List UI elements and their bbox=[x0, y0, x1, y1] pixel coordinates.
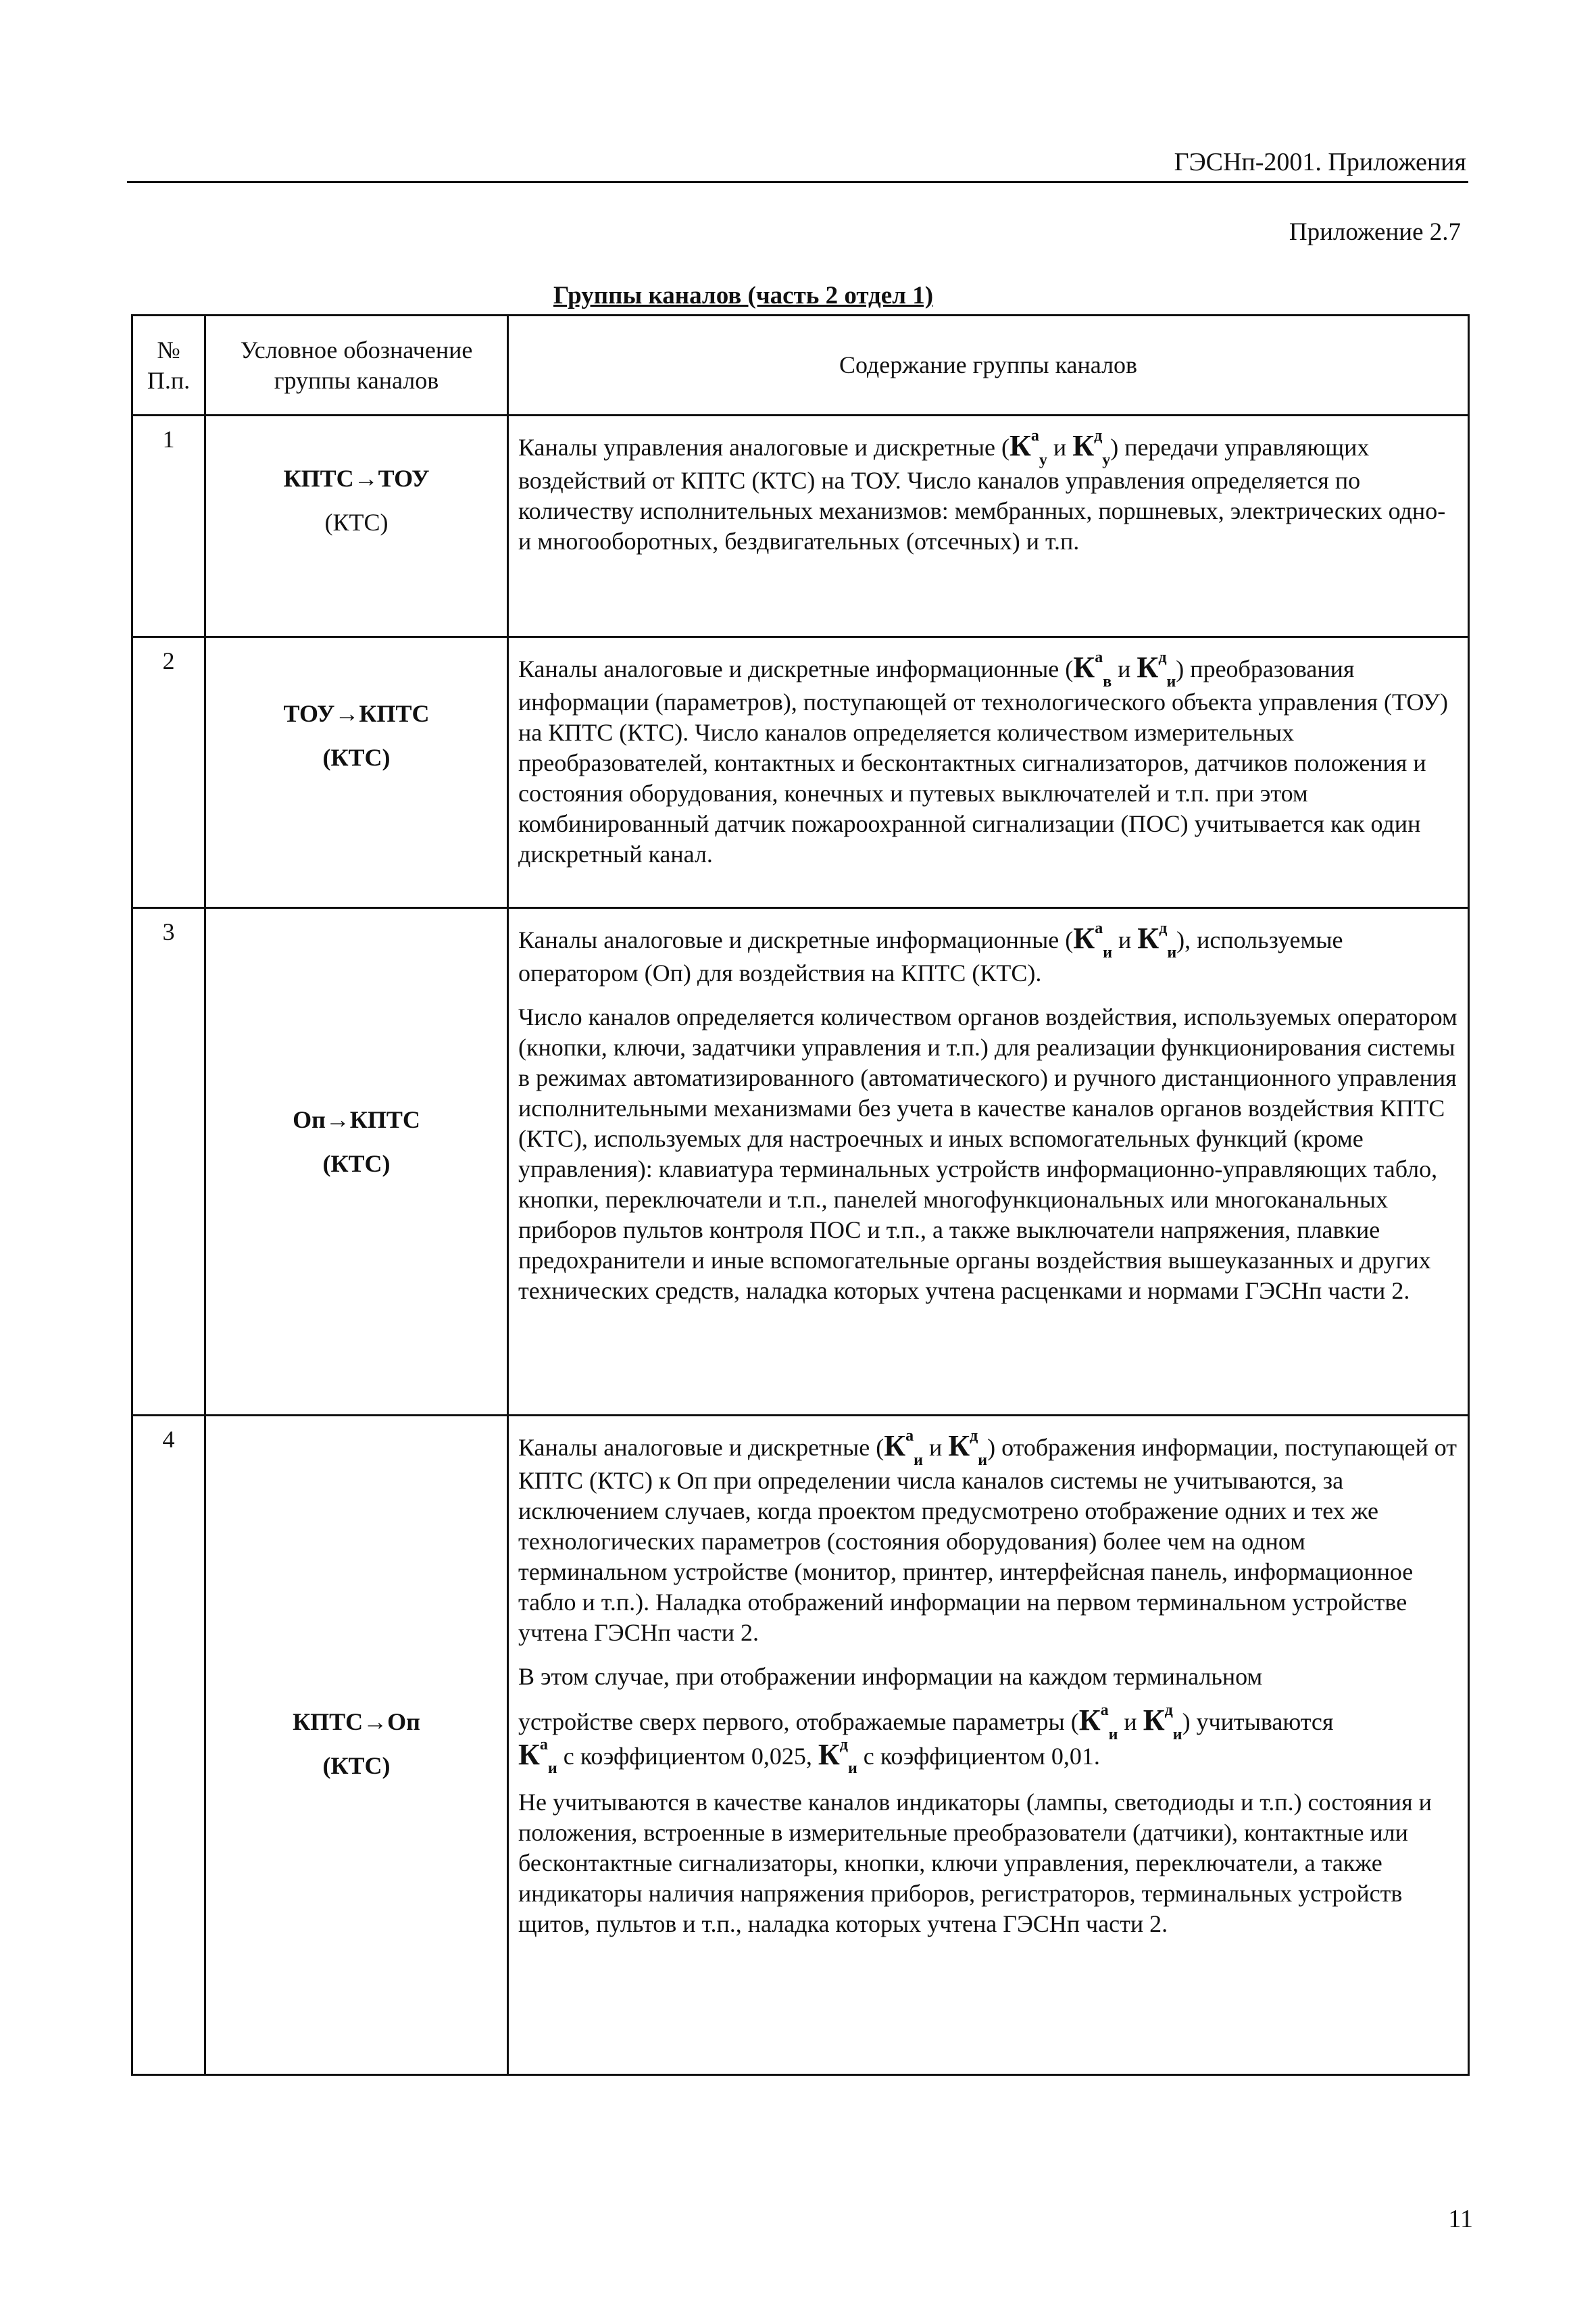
row-paragraph: В этом случае, при отображении информации на каждом терминальном bbox=[518, 1662, 1263, 1690]
text-segment: с коэффициентом 0,01. bbox=[863, 1742, 1100, 1770]
row-symbol: КПТС→Оп bbox=[293, 1708, 420, 1735]
row-symbol: КПТС→ТОУ bbox=[283, 465, 430, 492]
header-cell-content: Содержание группы каналов bbox=[508, 316, 1469, 416]
row-number: 4 bbox=[132, 1416, 205, 2075]
coefficient-symbol bbox=[948, 1427, 988, 1469]
row-number: 1 bbox=[132, 416, 205, 637]
coefficient-superscript: а bbox=[905, 1427, 914, 1445]
row-symbol-sub: (КТС) bbox=[322, 744, 391, 771]
row-paragraph: Не учитываются в качестве каналов индикаторы (лампы, светодиоды и т.п.) состояния и положения, встроенные в измерительные преобразователи (датчики), контактные или бесконтактные сигнализаторы, кнопки, ключи управления, переключатели, а также индикаторы наличия напряжения приборов, регистраторов, терминальных устройств щитов, пультов и т.п., наладка которых учтена ГЭСНп части 2. bbox=[518, 1789, 1432, 1938]
table-row bbox=[132, 908, 1469, 1416]
text-segment: ), используемые bbox=[1176, 926, 1343, 953]
row-symbol-cell bbox=[205, 908, 508, 1416]
row-paragraph bbox=[518, 1427, 1458, 1648]
header-symbol-line2: группы каналов bbox=[274, 366, 439, 394]
coefficient-letter: К bbox=[1009, 429, 1031, 462]
row-symbol-sub: (КТС) bbox=[322, 1150, 391, 1177]
coefficient-symbol bbox=[1073, 649, 1112, 691]
row-symbol-cell bbox=[205, 637, 508, 908]
row-symbol-sub: (КТС) bbox=[324, 509, 389, 536]
coefficient-superscript: а bbox=[1095, 649, 1103, 667]
row-paragraph bbox=[518, 920, 1458, 989]
coefficient-subscript: у bbox=[1102, 451, 1111, 469]
row-number: 2 bbox=[132, 637, 205, 908]
row-symbol-sub: (КТС) bbox=[322, 1752, 391, 1779]
row-symbol: ТОУ→КПТС bbox=[283, 700, 430, 727]
conjunction: и bbox=[928, 1434, 943, 1461]
coefficient-symbol bbox=[1073, 920, 1113, 962]
coefficient-superscript: а bbox=[1030, 427, 1039, 445]
text-segment: ) отображения информации, bbox=[987, 1434, 1279, 1461]
text-segment: устройстве сверх первого, отображаемые параметры ( bbox=[518, 1708, 1079, 1735]
coefficient-superscript: д bbox=[1094, 427, 1103, 445]
coefficient-letter: К bbox=[1078, 1703, 1101, 1737]
row-symbol: Оп→КПТС bbox=[293, 1106, 420, 1133]
coefficient-subscript: и bbox=[1166, 672, 1176, 691]
row-content bbox=[508, 416, 1469, 637]
table-row bbox=[132, 416, 1469, 637]
text-segment: Каналы аналоговые и дискретные информационные ( bbox=[518, 926, 1074, 953]
coefficient-letter: К bbox=[518, 1737, 540, 1771]
coefficient-subscript: и bbox=[1167, 943, 1177, 962]
coefficient-subscript: и bbox=[547, 1760, 557, 1778]
header-cell-number bbox=[132, 316, 205, 416]
header-rule bbox=[127, 181, 1468, 183]
conjunction: и bbox=[1118, 655, 1131, 682]
row-paragraph bbox=[518, 649, 1458, 870]
table-row bbox=[132, 637, 1469, 908]
text-segment: оператором (Оп) для воздействия на КПТС (КТС). bbox=[518, 959, 1042, 987]
coefficient-symbol bbox=[818, 1735, 857, 1778]
text-segment: Каналы аналоговые и дискретные ( bbox=[518, 1434, 884, 1461]
table-header-row bbox=[132, 316, 1469, 416]
coefficient-subscript: у bbox=[1039, 451, 1047, 469]
row-number: 3 bbox=[132, 908, 205, 1416]
coefficient-letter: К bbox=[1073, 922, 1095, 955]
header-number-line1: № bbox=[157, 336, 180, 364]
row-paragraph bbox=[518, 427, 1458, 557]
coefficient-subscript: и bbox=[1108, 1725, 1118, 1743]
coefficient-letter: К bbox=[948, 1429, 970, 1462]
conjunction: и bbox=[1053, 434, 1067, 461]
header-number-line2: П.п. bbox=[147, 366, 191, 394]
coefficient-subscript: и bbox=[1103, 943, 1113, 962]
coefficient-letter: К bbox=[1137, 922, 1159, 955]
text-segment: ) учитываются bbox=[1182, 1708, 1334, 1735]
conjunction: и bbox=[1118, 926, 1132, 953]
coefficient-superscript: д bbox=[839, 1735, 848, 1753]
coefficient-symbol bbox=[1143, 1701, 1182, 1743]
text-segment: с коэффициентом 0,025, bbox=[563, 1742, 812, 1770]
coefficient-symbol bbox=[1072, 427, 1111, 469]
coefficient-letter: К bbox=[1143, 1703, 1165, 1737]
table-row bbox=[132, 1416, 1469, 2075]
header-symbol-line1: Условное обозначение bbox=[240, 336, 473, 364]
row-symbol-cell bbox=[205, 416, 508, 637]
row-paragraph: Число каналов определяется количеством органов воздействия, используемых оператором (кнопки, ключи, задатчики управления и т.п.) для реализации функционирования системы в режимах автоматизированного (автоматического) и ручного дистанционного управления исполнительными механизмами без учета в качестве каналов органов воздействия КПТС (КТС), используемых для настроечных и иных вспомогательных функций (кроме управления): клавиатура терминальных устройств информационно-управляющих табло, кнопки, переключатели и т.п., панелей многофункциональных или многоканальных приборов пультов контроля ПОС и т.п., а также выключатели напряжения, плавкие предохранители и иные вспомогательные органы воздействия вышеуказанных и других технических средств, наладка которых учтена расценками и нормами ГЭСНп части 2. bbox=[518, 1003, 1457, 1304]
running-header: ГЭСНп-2001. Приложения bbox=[1174, 148, 1466, 176]
coefficient-subscript: и bbox=[914, 1451, 923, 1469]
text-segment: Каналы управления аналоговые и дискретные ( bbox=[518, 434, 1010, 461]
row-paragraph bbox=[518, 1735, 1458, 1778]
coefficient-subscript: в bbox=[1103, 672, 1112, 691]
coefficient-letter: К bbox=[1073, 651, 1095, 684]
coefficient-subscript: и bbox=[847, 1760, 857, 1778]
row-symbol-cell bbox=[205, 1416, 508, 2075]
text-segment: управляющих воздействий от КПТС (КТС) на ТОУ. Число каналов управления определяется по количеству исполнительных механизмов: мембранных, поршневых, электрических одно- и многооборотных, бездвигательных (отсечных) и т.п. bbox=[518, 434, 1446, 555]
coefficient-subscript: и bbox=[1172, 1725, 1182, 1743]
page-number: 11 bbox=[1448, 2205, 1473, 2233]
coefficient-letter: К bbox=[1137, 651, 1159, 684]
coefficient-symbol bbox=[884, 1427, 923, 1469]
text-segment: преобразования информации (параметров), поступающей от технологического объекта управления (ТОУ) на КПТС (КТС). Число каналов определяется количеством измерительных преобразователей, контактных и бесконтактных сигнализаторов, датчиков положения и состояния оборудования, конечных и путевых выключателей и т.п. при этом комбинированный датчик пожароохранной сигнализации (ПОС) учитывается как один дискретный канал. bbox=[518, 655, 1448, 868]
coefficient-superscript: д bbox=[1158, 649, 1167, 667]
coefficient-superscript: д bbox=[1164, 1701, 1173, 1720]
coefficient-symbol bbox=[1137, 920, 1177, 962]
coefficient-subscript: и bbox=[978, 1451, 988, 1469]
coefficient-superscript: а bbox=[539, 1735, 548, 1753]
header-cell-symbol bbox=[205, 316, 508, 416]
coefficient-superscript: д bbox=[1159, 920, 1168, 938]
coefficient-superscript: д bbox=[970, 1427, 978, 1445]
coefficient-letter: К bbox=[1072, 429, 1095, 462]
text-segment: ) передачи bbox=[1110, 434, 1219, 461]
row-content bbox=[508, 1416, 1469, 2075]
channel-groups-table bbox=[131, 314, 1470, 2076]
row-content bbox=[508, 908, 1469, 1416]
coefficient-letter: К bbox=[884, 1429, 906, 1462]
table-title: Группы каналов (часть 2 отдел 1) bbox=[553, 282, 934, 309]
coefficient-letter: К bbox=[818, 1737, 840, 1771]
row-paragraph bbox=[518, 1701, 1458, 1743]
coefficient-symbol bbox=[1137, 649, 1176, 691]
appendix-label: Приложение 2.7 bbox=[1289, 218, 1461, 246]
text-segment: поступающей от КПТС (КТС) к Оп при определении числа каналов системы не учитываются, за исключением случаев, когда проектом предусмотрено отображение одних и тех же технологических параметров (состояния оборудования) более чем на одном терминальном устройстве (монитор, принтер, интерфейсная панель, информационное табло и т.п.). Наладка отображений информации на первом терминальном устройстве учтена ГЭСНп части 2. bbox=[518, 1434, 1457, 1646]
text-segment: Каналы аналоговые и дискретные информационные ( bbox=[518, 655, 1074, 682]
coefficient-symbol bbox=[518, 1735, 557, 1778]
coefficient-symbol bbox=[1009, 427, 1047, 469]
row-content bbox=[508, 637, 1469, 908]
coefficient-superscript: а bbox=[1100, 1701, 1109, 1720]
conjunction: и bbox=[1124, 1708, 1137, 1735]
coefficient-superscript: а bbox=[1095, 920, 1103, 938]
text-segment: ) bbox=[1176, 655, 1184, 682]
coefficient-symbol bbox=[1078, 1701, 1118, 1743]
